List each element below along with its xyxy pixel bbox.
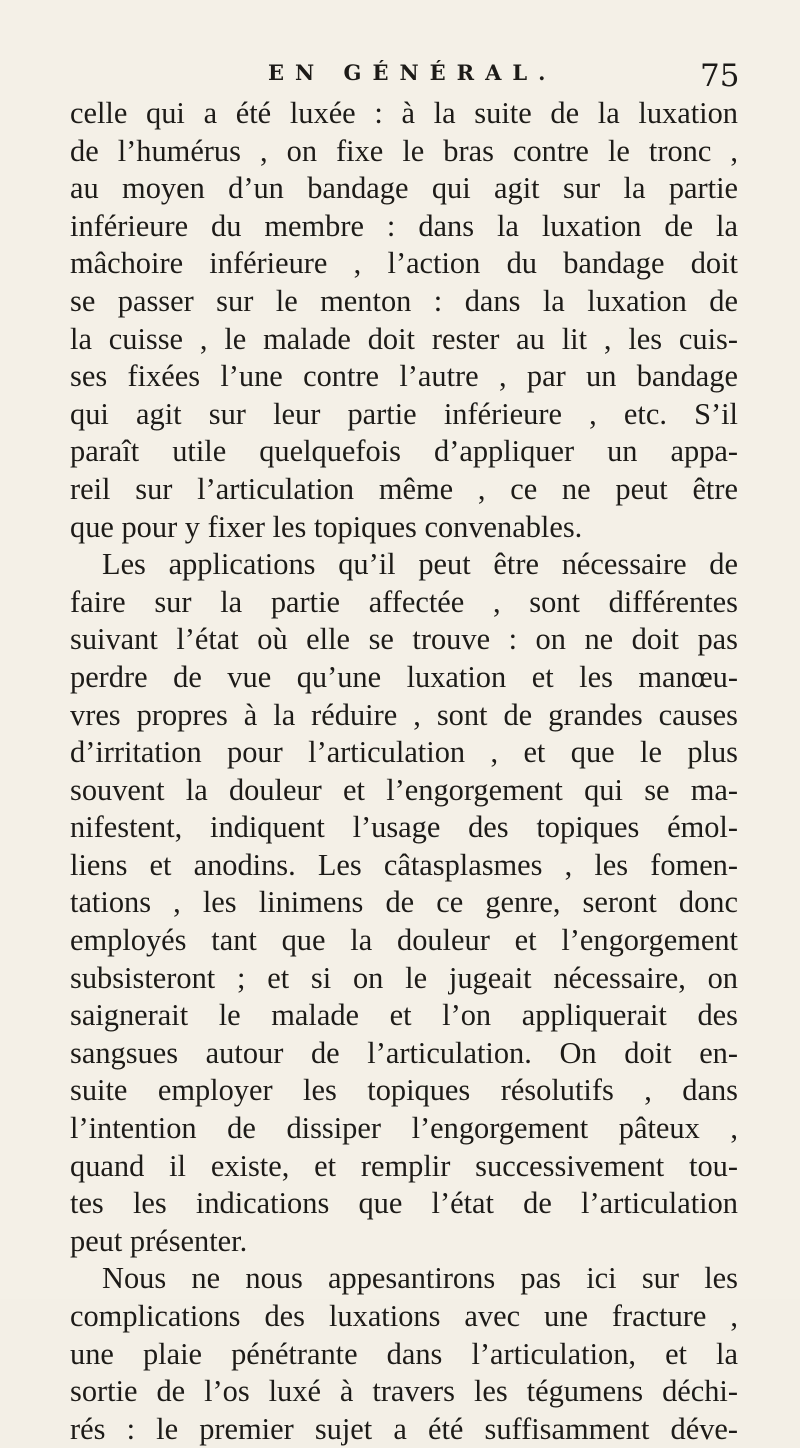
text-line: quand il existe, et remplir successivement tou- (70, 1148, 738, 1183)
text-line: suite employer les topiques résolutifs , dans (70, 1073, 738, 1108)
text-line: sangsues autour de l’articulation. On doit en- (70, 1035, 738, 1070)
text-line: complications des luxations avec une fracture , (70, 1299, 738, 1333)
running-title: EN GÉNÉRAL. (268, 60, 557, 85)
text-line: vres propres à la réduire , sont de grandes causes (70, 697, 738, 732)
text-line: au moyen d’un bandage qui agit sur la partie (70, 171, 738, 206)
text-line: de l’humérus , on fixe le bras contre le tronc , (70, 133, 738, 168)
text-line: celle qui a été luxée : à la suite de la luxation (70, 96, 738, 130)
text-line: liens et anodins. Les câtasplasmes , les fomen- (70, 847, 738, 882)
text-line: inférieure du membre : dans la luxation de la (70, 208, 738, 243)
text-line: nifestent, indiquent l’usage des topiques émol- (70, 810, 738, 845)
page-number: 75 (700, 58, 740, 94)
text-line: tes les indications que l’état de l’articulation (70, 1186, 738, 1221)
text-line: une plaie pénétrante dans l’articulation, et la (70, 1336, 738, 1371)
body-text (70, 95, 738, 1448)
text-line: faire sur la partie affectée , sont différentes (70, 584, 738, 619)
text-line: reil sur l’articulation même , ce ne peut être (70, 471, 738, 506)
text-line: mâchoire inférieure , l’action du bandage doit (70, 246, 738, 281)
text-line: Les applications qu’il peut être nécessaire de (102, 547, 738, 582)
text-line: ses fixées l’une contre l’autre , par un bandage (70, 359, 738, 394)
text-line: se passer sur le menton : dans la luxation de (70, 283, 738, 318)
text-line: qui agit sur leur partie inférieure , etc. S’il (70, 396, 738, 431)
text-line: l’intention de dissiper l’engorgement pâteux , (70, 1111, 738, 1146)
text-line: sortie de l’os luxé à travers les tégumens déchi- (70, 1374, 738, 1409)
text-line: la cuisse , le malade doit rester au lit , les cuis- (70, 321, 738, 356)
text-line: suivant l’état où elle se trouve : on ne doit pas (70, 622, 738, 657)
text-line: rés : le premier sujet a été suffisamment déve- (70, 1411, 738, 1446)
text-line: que pour y fixer les topiques convenables. (70, 509, 583, 544)
text-line: peut présenter. (70, 1223, 248, 1258)
text-line: d’irritation pour l’articulation , et que le plus (70, 735, 738, 770)
text-line: employés tant que la douleur et l’engorgement (70, 923, 738, 958)
text-line: tations , les linimens de ce genre, seront donc (70, 885, 738, 920)
text-line: paraît utile quelquefois d’appliquer un appa- (70, 434, 738, 469)
text-line: perdre de vue qu’une luxation et les manœu- (70, 659, 738, 694)
running-head (0, 58, 800, 94)
text-line: saignerait le malade et l’on appliquerait des (70, 998, 738, 1033)
text-line: souvent la douleur et l’engorgement qui se ma- (70, 772, 738, 807)
text-line: subsisteront ; et si on le jugeait nécessaire, on (70, 960, 738, 995)
text-line: Nous ne nous appesantirons pas ici sur les (102, 1261, 738, 1296)
